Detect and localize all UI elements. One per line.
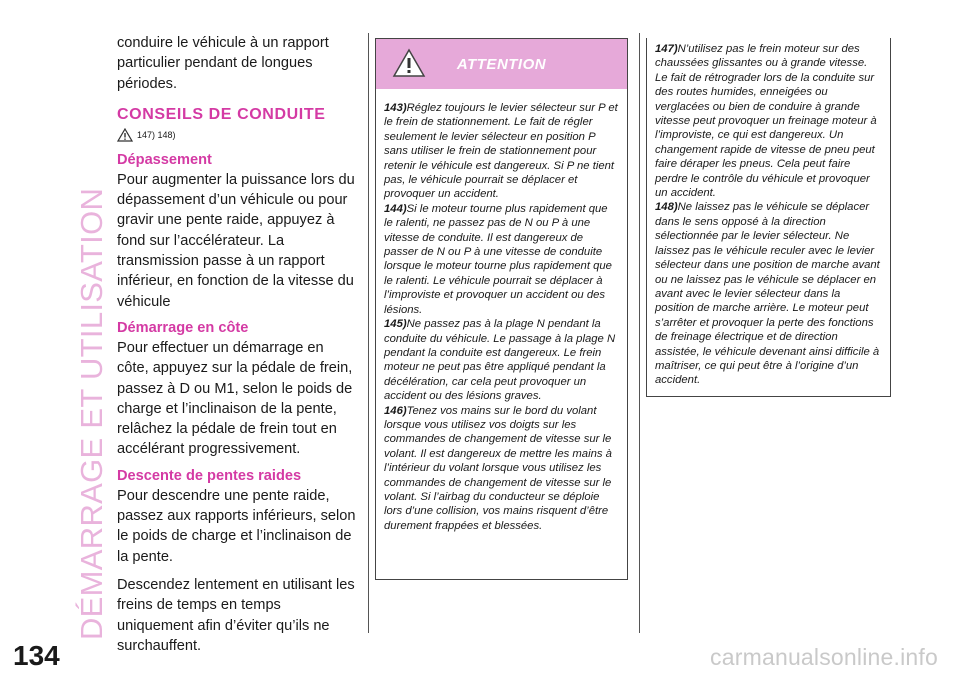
warning-item — [384, 317, 619, 403]
warning-item-text: N’utilisez pas le frein moteur sur des chaussées glissantes ou à grande vitesse. Le fait de rétrograder lors de la conduite sur des routes humides, enneigées ou verglacées ou bien de conduire à grande vitesse peut provoquer un freinage moteur à l’improviste, ce qui est dangereux. Un changement rapide de vitesse de pneu peut faire déraper les pneus. Cela peut faire perdre le contrôle du véhicule et provoquer un accident. — [655, 43, 877, 200]
warning-title: ATTENTION — [456, 55, 547, 73]
warning-box-continued — [646, 38, 891, 397]
side-section-title — [44, 40, 109, 640]
warning-item — [384, 101, 619, 202]
watermark: carmanualsonline.info — [710, 644, 938, 670]
warning-items — [376, 89, 627, 533]
warning-item — [384, 202, 619, 317]
section-refs — [117, 128, 357, 142]
page-number: 134 — [13, 640, 60, 671]
left-column — [117, 33, 357, 664]
warning-item — [384, 404, 619, 534]
warning-item-text: Tenez vos mains sur le bord du volant lorsque vous utilisez vos doigts sur les commandes de changement de vitesse sur le volant. Il est dangereux de mettre les mains à l’intérieur du volant lorsque vous utilisez les commandes de changement de vitesse sur le volant. Si l’airbag du conducteur se déploie lors d’une collision, vos mains risquent d’être durement frappées et blessées. — [384, 404, 612, 532]
warning-item-text: Réglez toujours le levier sélecteur sur P et le frein de stationnement. Le fait de régler seulement le levier sélecteur en position P sans utiliser le frein de stationnement pour retenir le véhicule est dangereux. Si P ne tient pas, le véhicule pourrait se déplacer et provoquer un accident. — [384, 102, 618, 201]
section-title: CONSEILS DE CONDUITE — [117, 105, 326, 123]
warning-item — [655, 42, 882, 200]
warning-item-number: 143) — [384, 102, 407, 114]
subsection-paragraph: Pour descendre une pente raide, passez aux rapports inférieurs, selon le poids de charge et l’inclinaison de la pente. — [117, 487, 356, 565]
warning-item — [655, 200, 882, 387]
warning-item-number: 144) — [384, 202, 407, 215]
warning-icon — [392, 48, 426, 78]
warning-item-number: 148) — [655, 201, 678, 214]
subsection-paragraph: Pour effectuer un démarrage en côte, appuyez sur la pédale de frein, passez à D ou M1, selon le poids de charge et l’inclinaison de la pente, relâchez la pédale de frein tout en accélérant progressivement. — [117, 339, 353, 458]
column-divider — [639, 33, 640, 633]
intro-text: conduire le véhicule à un rapport particulier pendant de longues périodes. — [117, 35, 329, 92]
warning-item-number: 145) — [384, 318, 407, 331]
warning-header — [376, 39, 627, 89]
subsection-paragraph: Pour augmenter la puissance lors du dépassement d’un véhicule ou pour gravir une pente raide, appuyez à fond sur l’accélérateur. La transmission passe à un rapport inférieur, en fonction de la vitesse du véhicule — [117, 171, 355, 310]
subsection-paragraph: Descendez lentement en utilisant les freins de temps en temps uniquement afin d’éviter qu’ils ne surchauffent. — [117, 576, 355, 654]
section-refs-text: 147) 148) — [137, 129, 176, 140]
warning-item-number: 146) — [384, 404, 407, 417]
warning-icon — [117, 128, 133, 142]
warning-item-text: Ne passez pas à la plage N pendant la conduite du véhicule. Le passage à la plage N pendant la conduite est dangereux. Le frein moteur ne peut pas être appliqué pendant la décélération, car cela peut provoquer un accident ou des lésions graves. — [384, 318, 616, 403]
warning-item-text: Si le moteur tourne plus rapidement que le ralenti, ne passez pas de N ou P à une vitesse de conduite. Il est dangereux de passer de N ou P à une vitesse de conduite lorsque le moteur tourne plus rapidement que le ralenti. Le véhicule pourrait se déplacer à l’improviste et provoquer un accident ou des lésions. — [384, 202, 612, 316]
warning-item-number: 147) — [655, 43, 678, 55]
warning-box — [375, 38, 628, 580]
subsection-title-hill-start: Démarrage en côte — [117, 319, 249, 336]
column-divider — [368, 33, 369, 633]
side-section-title-text: DÉMARRAGE ET UTILISATION — [74, 187, 109, 640]
subsection-title-steep-descent: Descente de pentes raides — [117, 467, 302, 484]
subsection-title-overtaking: Dépassement — [117, 151, 212, 168]
warning-item-text: Ne laissez pas le véhicule se déplacer dans le sens opposé à la direction sélectionnée par le levier sélecteur. Ne laissez pas le véhicule reculer avec le levier sélecteur dans une position de marche avant ou ne laissez pas le véhicule se déplacer en avant avec le levier sélecteur dans la position de marche arrière. Le moteur peut s’arrêter et provoquer la perte des fonctions de freinage électrique et de direction assistée, le véhicule devenant ainsi difficile à maîtriser, ce qui peut être à l’origine d’un accident. — [655, 201, 880, 387]
warning-items-continued — [647, 38, 890, 388]
